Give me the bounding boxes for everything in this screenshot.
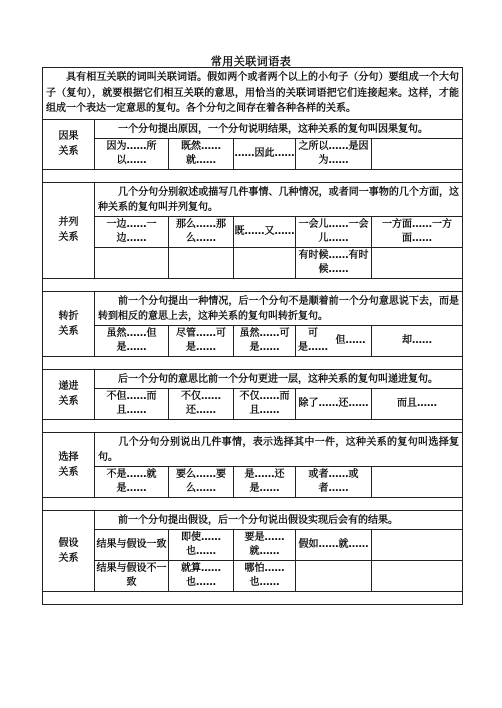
table-cell: 尽管……可是…… — [169, 325, 234, 356]
table-cell: 结果与假设一致 — [95, 529, 169, 560]
table-cell — [95, 247, 169, 278]
table-cell: 假如……就…… — [296, 529, 372, 560]
table-row — [43, 388, 463, 419]
section-desc: 几个分句分别叙述或描写几件事情、几种情况，或者同一事物的几个方面，这种关系的复句叫并列复句。 — [98, 186, 460, 213]
page-title: 常用关联词语表 — [210, 55, 292, 68]
table-cell: 可是…… — [298, 327, 328, 353]
table-cell: 不仅……还…… — [169, 388, 234, 419]
table-cell: 或者……或者…… — [296, 466, 372, 497]
section-hypothesis-desc-row — [43, 510, 463, 529]
table-cell: 之所以……是因为…… — [296, 138, 372, 169]
section-cause-desc-row — [43, 119, 463, 138]
table-cell: 哪怕……也…… — [234, 560, 296, 591]
table-row — [43, 216, 463, 247]
table-cell — [372, 529, 463, 560]
section-desc: 前一个分句提出假设，后一个分句说出假设实现后会有的结果。 — [118, 514, 398, 526]
table-cell — [372, 466, 463, 497]
section-name: 转折关系 — [43, 291, 95, 356]
table-cell: 那么……那么…… — [169, 216, 234, 247]
section-parallel-desc-row — [43, 182, 463, 216]
table-cell: 但…… — [335, 334, 366, 346]
spacer-row — [43, 591, 463, 604]
table-cell — [169, 247, 234, 278]
table-cell — [372, 247, 463, 278]
table-cell: 不是……就是…… — [95, 466, 169, 497]
table-row — [43, 138, 463, 169]
table-cell: 要是……就…… — [234, 529, 296, 560]
section-choice-desc-row — [43, 432, 463, 466]
table-row — [43, 247, 463, 278]
section-name: 并列关系 — [43, 182, 95, 278]
spacer-row — [43, 497, 463, 510]
intro-text: 具有相互关联的词叫关联词语。假如两个或者两个以上的小句子（分句）要组成一个大句子（复句），就要根据它们相互关联的意思，用恰当的关联词语把它们连接起来。这样，才能组成一个表达一定意思的复句。各个分句之间存在着各种各样的关系。 — [46, 72, 460, 114]
table-cell: 即使……也…… — [169, 529, 234, 560]
table-cell — [296, 560, 372, 591]
table-row — [43, 325, 463, 356]
table-cell: 而且…… — [372, 388, 463, 419]
table-cell: 不但……而且…… — [95, 388, 169, 419]
spacer-row — [43, 356, 463, 369]
section-name: 选择关系 — [43, 432, 95, 497]
table-cell: 除了……还…… — [296, 388, 372, 419]
spacer-row — [43, 169, 463, 182]
table-cell: 因为……所以…… — [95, 138, 169, 169]
section-desc: 后一个分句的意思比前一个分句更进一层，这种关系的复句叫递进复句。 — [118, 373, 438, 385]
spacer-row — [43, 278, 463, 291]
table-cell: 是……还是…… — [234, 466, 296, 497]
table-cell: 既……又…… — [234, 216, 296, 247]
section-progressive-desc-row — [43, 369, 463, 388]
table-cell: ……因此…… — [234, 138, 296, 169]
table-row — [43, 529, 463, 560]
table-row — [43, 560, 463, 591]
section-name: 假设关系 — [43, 510, 95, 591]
section-name: 因果关系 — [43, 119, 95, 169]
table-cell: 就算……也…… — [169, 560, 234, 591]
table-cell — [372, 560, 463, 591]
section-contrast-desc-row — [43, 291, 463, 325]
table-cell: 有时候……有时候…… — [296, 247, 372, 278]
table-cell: 要么……要么…… — [169, 466, 234, 497]
table-cell — [234, 247, 296, 278]
table-cell: 不仅……而且…… — [234, 388, 296, 419]
table-cell: 却…… — [372, 325, 463, 356]
table-cell: 虽然……可是…… — [234, 325, 296, 356]
table-cell: 一边……一边…… — [95, 216, 169, 247]
table-cell: 一会儿……一会儿…… — [296, 216, 372, 247]
section-name: 递进关系 — [43, 369, 95, 419]
intro-row — [43, 68, 463, 120]
section-desc: 前一个分句提出一种情况，后一个分句不是顺着前一个分句意思说下去，而是转到相反的意思上去，这种关系的复句叫转折复句。 — [98, 295, 460, 322]
section-desc: 一个分句提出原因，一个分句说明结果，这种关系的复句叫因果复句。 — [118, 123, 428, 135]
table-row — [43, 466, 463, 497]
conjunction-table — [42, 67, 463, 605]
table-cell: 既然……就…… — [169, 138, 234, 169]
table-cell: 虽然……但是…… — [95, 325, 169, 356]
table-cell: 一方面……一方面…… — [372, 216, 463, 247]
section-desc: 几个分句分别说出几件事情，表示选择其中一件，这种关系的复句叫选择复句。 — [98, 436, 460, 463]
spacer-row — [43, 419, 463, 432]
table-cell: 结果与假设不一致 — [95, 560, 169, 591]
table-cell — [372, 138, 463, 169]
